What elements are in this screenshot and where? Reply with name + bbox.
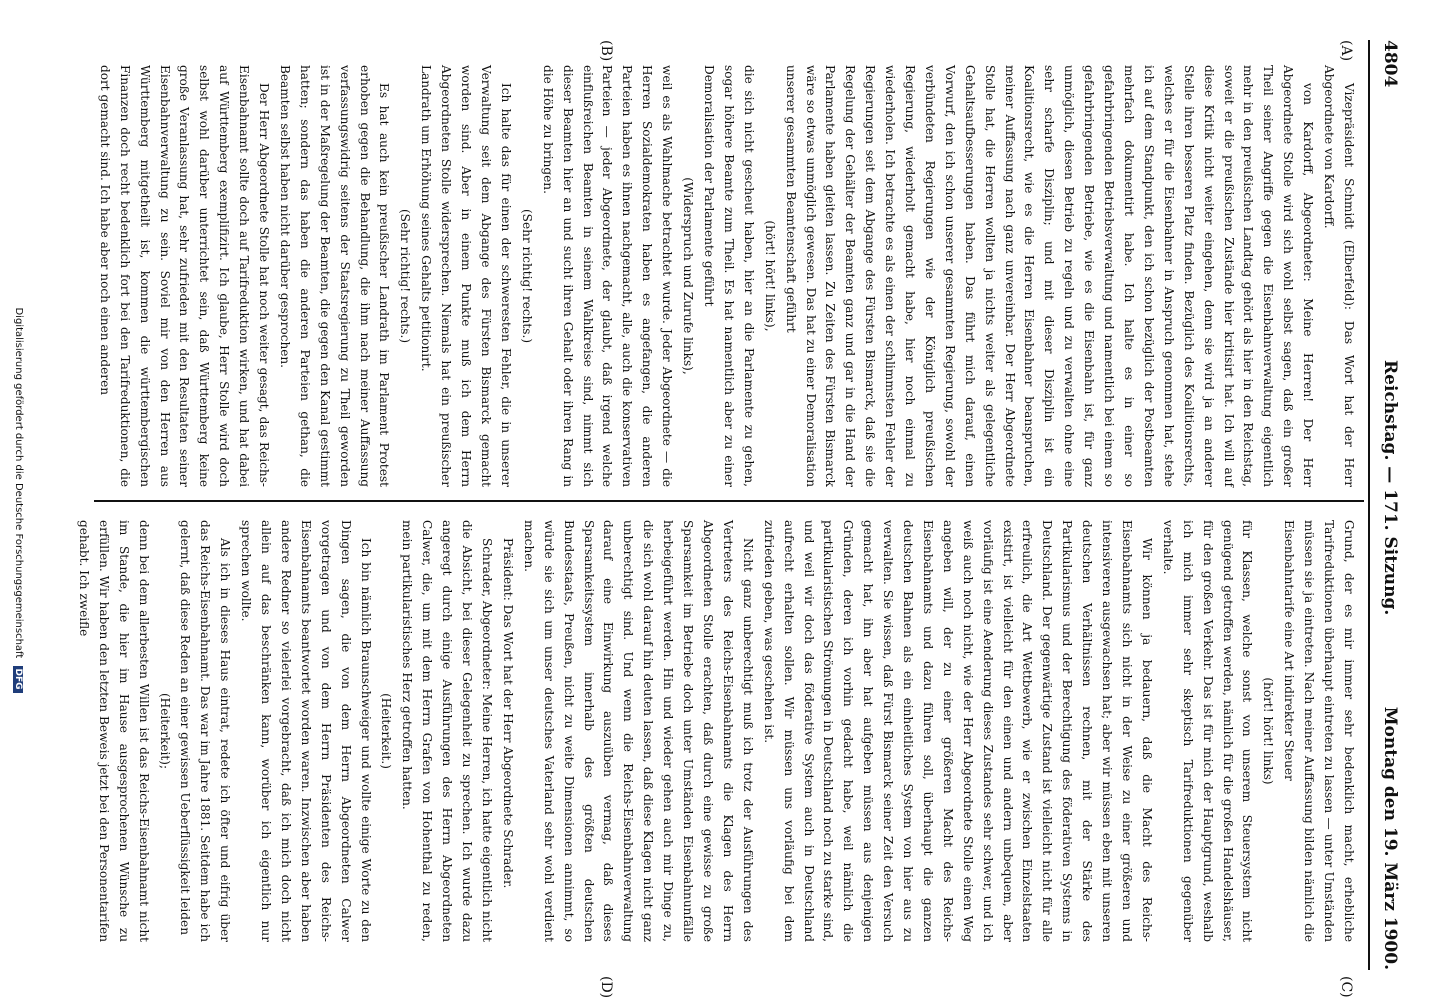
paragraph: denn bei dem allerbesten Willen ist das Reichs-Eisenbahnamt nicht im Stande, die hier im Hause ausgesprochenen Wünsche zu erfüllen. Wir haben den letzten Beweis jetzt bei den Personentarifen gehabt. Ich zweifle <box>76 520 151 942</box>
right-column <box>76 520 1358 942</box>
interjection: (Heiterkeit.) <box>379 693 394 769</box>
margin-letter-d: (D) <box>598 976 614 999</box>
interjection: (Heiterkeit); <box>157 692 172 770</box>
margin-letter-a: (A) <box>1338 40 1354 62</box>
interjection: (hört! hört! links), <box>762 220 777 332</box>
interjection: (hört! hört! links) <box>1261 677 1276 785</box>
paragraph: für Klassen, welche sonst von unserem Steuersystem nicht genügend getroffen werden, nämlich für die großen Handelshäuser, für den großen Verkehr. Das ist für mich der Hauptgrund, weshalb ich mich immer sehr skeptisch Tarifreduktionen gegenüber verhalte. <box>1160 520 1255 942</box>
margin-letter-b: (B) <box>598 40 614 62</box>
paragraph: Es hat auch kein preußischer Landrath im Parlament Protest erhoben gegen die Behandlung, die ihm nach meiner Auffassung verfassungswidrig seitens der Staatsregierung zu Theil geworden ist in der Maßregelung der Beamten, die gegen den Kanal gestimmt hatten; sondern das haben die anderen Parteien gethan, die Beamten selbst haben nicht darüber gesprochen. <box>277 65 392 487</box>
paragraph: Vizepräsident Schmidt (Elberfeld): Das Wort hat der Herr Abgeordnete von Kardorff. <box>1322 65 1356 487</box>
digitization-footer <box>4 0 24 1000</box>
paragraph: Wir können ja bedauern, daß die Macht des Reichs-Eisenbahnamts sich nicht in der Weise zu einer größeren und intensiveren ausgewachsen hat; aber wir müssen eben mit unseren deutschen Verhältnissen rechnen, mit der Stärke des Partikularismus und der Berechtigung des föderativen Systems in Deutschland. Der gegenwärtige Zustand ist vielleicht nicht für alle erfreulich, die Art Wettbewerb, wie er zwischen Einzelstaaten existirt, ist vielleicht für den einen und andern unbequem, aber vorläufig ist eine Aenderung dieses Zustandes sehr schwer, und ich weiß auch noch nicht, wie der Herr Abgeordnete Stolle einen Weg angeben will, der zu einer größeren Macht des Reichs-Eisenbahnamts und dazu führen soll, überhaupt die ganzen deutschen Bahnen als ein einheitliches System von hier aus zu verwalten. Sie wissen, daß Fürst Bismarck seiner Zeit den Versuch gemacht hat, ihn aber hat aufgeben müssen aus denjenigen Gründen, deren ich vorhin gedacht habe, weil nämlich die partikularistischen Strömungen in Deutschland noch zu starke sind, und weil wir doch das föderative System auch in Deutschland aufrecht erhalten sollen. Wir müssen uns vorläufig bei dem zufrieden geben, was geschehen ist. <box>761 520 1154 942</box>
session-date: Montag den 19. März 1900. <box>1380 706 1400 970</box>
page-header <box>1368 40 1404 970</box>
paragraph: Schrader, Abgeordneter: Meine Herren, ich hatte eigentlich nicht die Absicht, bei dieser Gelegenheit zu sprechen. Ich wurde dazu angeregt durch einige Ausführungen des Herrn Abgeordneten Calwer, die, um mit dem Herrn Grafen von Hohenthal zu reden, mein partikularistisches Herz getroffen hatten. <box>400 520 495 942</box>
paragraph: Der Herr Abgeordnete Stolle hat noch weiter gesagt, das Reichs-Eisenbahnamt sollte doch auf Tarifreduktion wirken, und hat dabei auf Württemberg exemplifizirt. Ich glaube, Herr Stolle wird doch selbst wohl darüber unterrichtet sein, daß Württemberg keine große Veranlassung hat, sehr zufrieden mit den Resultaten seiner Eisenbahnverwaltung zu sein. Soviel mir von den Herren aus Württemberg mitgetheilt ist, kommen die württembergischen Finanzen doch recht bedenklich fort bei den Tarifreduktionen, die dort gemacht sind. Ich habe aber noch einen anderen <box>97 65 272 487</box>
interjection: (Sehr richtig! rechts.) <box>519 208 534 344</box>
paragraph: Ich bin nämlich Braunschweiger und wollte einige Worte zu den Dingen sagen, die von dem Herrn Abgeordneten Calwer vorgetragen und von dem Herrn Präsidenten des Reichs-Eisenbahnamts beantwortet worden waren. Inzwischen aber haben andere Redner so vielerlei vorgebracht, daß ich mich doch nicht allein auf das beschränken kann, worüber ich eigentlich nur sprechen wollte. <box>239 520 373 942</box>
page-title: Reichstag. — 171. Sitzung. <box>1380 360 1400 616</box>
paragraph: von Kardorff, Abgeordneter: Meine Herren! Der Herr Abgeordnete Stolle wird sich wohl selbst sagen, daß ein großer Theil seiner Angriffe gegen die Eisenbahnverwaltung eigentlich mehr in den preußischen Landtag gehört als hier in den Reichstag, soweit er die preußischen Zustände hier kritisirt hat. Ich will auf diese Kritik nicht weiter eingehen, denn sie wird ja an anderer Stelle ihren besseren Platz finden. Bezüglich des Koalitionsrechts, welches er für die Eisenbahner in Anspruch genommen hat, stehe ich auf dem Standpunkt, den ich schon bezüglich der Postbeamten mehrfach dokumentirt habe. Ich halte es in einer so gefahrbringenden Betriebsverwaltung und namentlich bei einem so gefahrbringenden Betriebe, wie es die Eisenbahn ist, für ganz unmöglich, diesen Betrieb zu regeln und zu verwalten ohne eine sehr scharfe Disziplin; und mit dieser Disziplin ist ein Koalitionsrecht, wie es die Herren Eisenbahner beanspruchen, meiner Auffassung nach ganz unvereinbar. Der Herr Abgeordnete Stolle hat, die Herren wollten ja nichts weiter als gelegentliche Gehaltsaufbesserungen haben. Das führt mich darauf, einen Vorwurf, den ich schon unserer gesammten Regierung, sowohl der verbündeten Regierungen wie der Königlich preußischen Regierung, wiederholt gemacht habe, hier noch einmal zu wiederholen. Ich betrachte es als einen der schlimmsten Fehler der Regierungen seit dem Abgange des Fürsten Bismarck, daß sie die Regelung der Gehälter der Beamten ganz und gar in die Hand der Parlamente haben gleiten lassen. Zu Zeiten des Fürsten Bismarck wäre so etwas unmöglich gewesen. Das hat zu einer Demoralisation unserer gesammten Beamtenschaft geführt <box>783 65 1316 487</box>
interjection: (Sehr richtig! rechts.) <box>398 208 413 344</box>
footer-text: Digitalisierung gefördert durch die Deutsche Forschungsgemeinschaft <box>13 307 24 659</box>
paragraph: die sich nicht gescheut haben, hier an die Parlamente zu gehen, sogar höhere Beamte zum Theil. Es hat namentlich aber zu einer Demoralisation der Parlamente geführt <box>702 65 756 487</box>
margin-letter-c: (C) <box>1338 976 1354 998</box>
column-divider <box>94 500 1364 502</box>
paragraph: Präsident: Das Wort hat der Herr Abgeordnete Schrader. <box>500 538 515 889</box>
paragraph: Grund, der es mir immer sehr bedenklich macht, erhebliche Tarifreduktionen überhaupt eintreten zu lassen — unter Umständen müssen sie ja eintreten. Nach meiner Auffassung bilden nämlich die Eisenbahntarife eine Art indirekter Steuer <box>1282 520 1356 942</box>
paragraph: Als ich in dieses Haus eintrat, redete ich öfter und eifrig über das Reichs-Eisenbahnamt. Das war im Jahre 1881. Seitdem habe ich gelernt, daß diese Reden an einer gewissen Ueberflüssigkeit leiden <box>178 520 233 942</box>
dfg-logo: DFG <box>13 666 23 693</box>
page-number: 4804 <box>1380 40 1400 88</box>
paragraph: weil es als Wahlmache betrachtet wurde. Jeder Abgeordnete — die Herren Sozialdemokraten haben es angefangen, die anderen Parteien haben es ihnen nachgemacht, alle, auch die konservativen Parteien — jeder Abgeordnete, der glaubt, daß irgend welche einflußreichen Beamten in seinem Wahlkreise sind, nimmt sich dieser Beamten hier an und sucht ihren Gehalt oder ihren Rang in die Höhe zu bringen. <box>540 65 675 487</box>
left-column <box>98 65 1358 487</box>
paragraph: Nicht ganz unberechtigt muß ich trotz der Ausführungen des Vertreters des Reichs-Eisenbahnamts die Klagen des Herrn Abgeordneten Stolle erachten, daß durch eine gewisse zu große Sparsamkeit im Betriebe doch unter Umständen Eisenbahnunfälle herbeigeführt werden. Hin und wieder gehen auch mir Dinge zu, die sich wohl darauf hin deuten lassen, daß diese Klagen nicht ganz unberechtigt sind. Und wenn die Reichs-Eisenbahnverwaltung darauf eine Einwirkung auszuüben vermag, daß dieses Sparsamkeitssystem innerhalb des größten deutschen Bundesstaats, Preußen, nicht zu weite Dimensionen annimmt, so würde sie sich um unser deutsches Vaterland sehr wohl verdient machen. <box>521 520 755 942</box>
paragraph: Ich halte das für einen der schweresten Fehler, die in unserer Verwaltung seit dem Abgange des Fürsten Bismarck gemacht worden sind. Aber in einem Punkte muß ich dem Herrn Abgeordneten Stolle widersprechen. Niemals hat ein preußischer Landrath um Erhöhung seines Gehalts petitionirt. <box>419 65 513 487</box>
interjection: (Widerspruch und Zurufe links), <box>681 177 696 375</box>
